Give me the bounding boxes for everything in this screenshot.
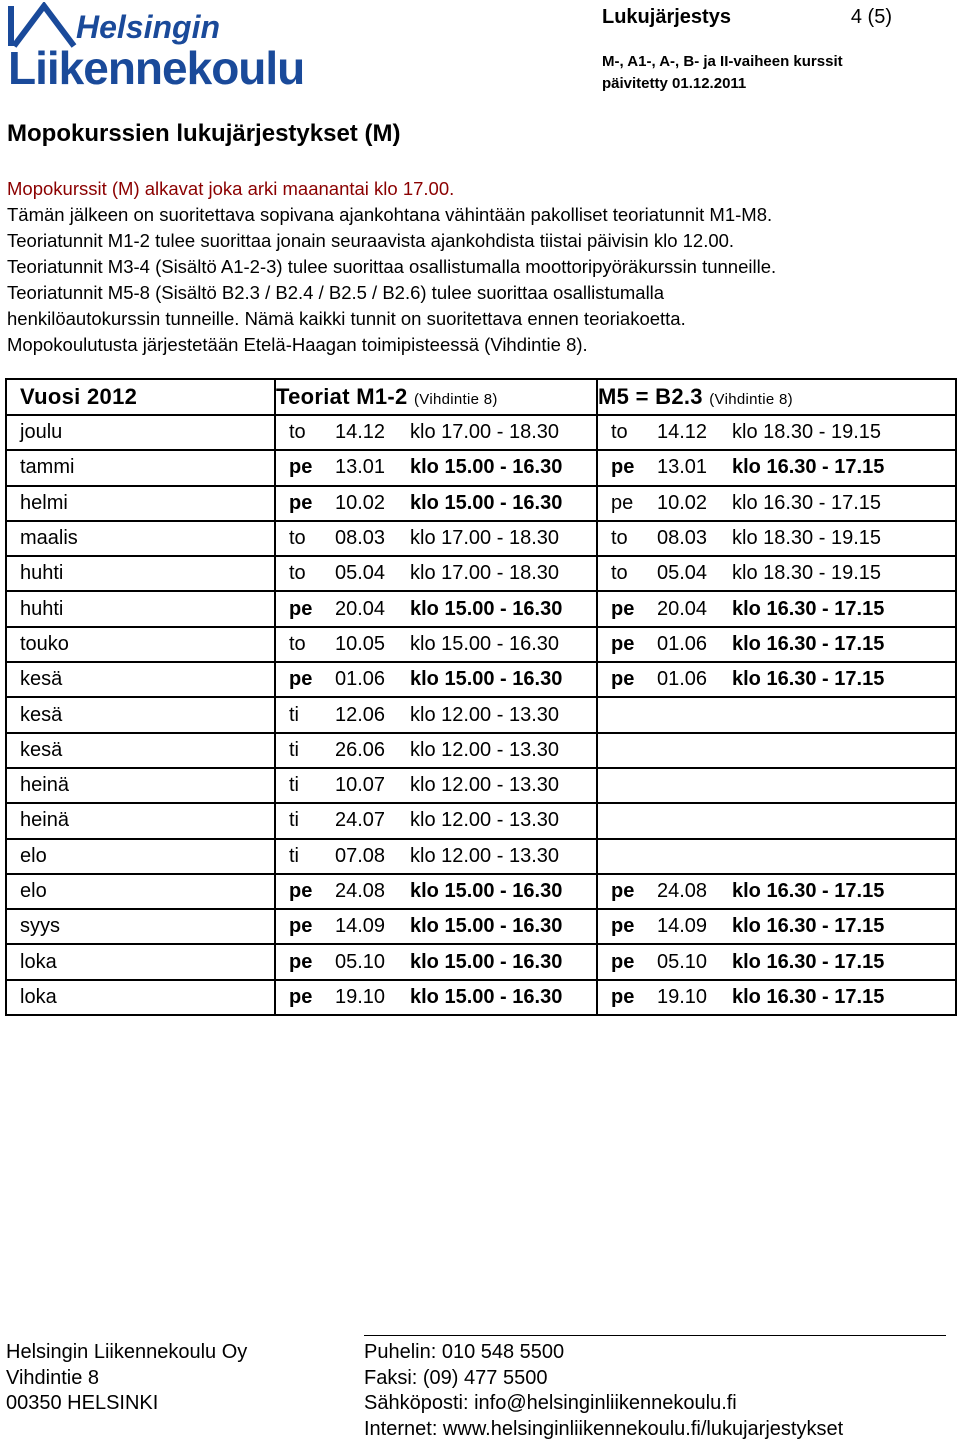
table-row: [6, 662, 956, 697]
slot-weekday: pe: [611, 668, 635, 691]
theory-slot-cell: [275, 909, 597, 944]
month-cell: helmi: [6, 486, 275, 521]
month-cell: huhti: [6, 556, 275, 591]
footer-email: Sähköposti: info@helsinginliikennekoulu.fi: [364, 1392, 737, 1414]
table-row: [6, 556, 956, 591]
table-row: [6, 697, 956, 732]
month-cell: syys: [6, 909, 275, 944]
document-header: [602, 6, 942, 95]
theory-slot-cell: [275, 944, 597, 979]
slot-time: klo 15.00 - 16.30: [410, 491, 563, 514]
slot-date: 14.09: [657, 915, 708, 938]
table-row: [6, 627, 956, 662]
intro-line: Teoriatunnit M3-4 (Sisältö A1-2-3) tulee suorittaa osallistumalla moottoripyöräkurssin tunneille.: [7, 256, 777, 277]
theory-slot-cell: [275, 450, 597, 485]
slot-time: klo 15.00 - 16.30: [410, 950, 563, 973]
table-row: [6, 768, 956, 803]
theory-slot-cell: [275, 874, 597, 909]
slot-weekday: pe: [611, 985, 635, 1008]
m5-slot-cell: [597, 415, 956, 450]
month-cell: heinä: [6, 768, 275, 803]
theory-slot-cell: [275, 839, 597, 874]
theory-slot-cell: [275, 803, 597, 838]
header-theory-note: (Vihdintie 8): [413, 391, 498, 408]
slot-weekday: pe: [611, 880, 635, 902]
slot-date: 10.02: [657, 491, 708, 514]
header-subtitle: M-, A1-, A-, B- ja II-vaiheen kurssit: [602, 53, 843, 70]
month-cell: heinä: [6, 803, 275, 838]
intro-line-red: Mopokurssit (M) alkavat joka arki maanantai klo 17.00.: [7, 178, 455, 199]
m5-slot-cell: [597, 944, 956, 979]
m5-slot-cell: [597, 450, 956, 485]
slot-date: 20.04: [335, 597, 386, 620]
theory-slot-cell: [275, 486, 597, 521]
slot-date: 05.10: [657, 950, 708, 973]
page-number: 4 (5): [850, 6, 892, 28]
table-row: [6, 450, 956, 485]
m5-slot-cell: [597, 874, 956, 909]
slot-date: 08.03: [657, 527, 708, 550]
header-m5-label: M5 = B2.3: [598, 384, 703, 409]
intro-line: Mopokoulutusta järjestetään Etelä-Haagan toimipisteessä (Vihdintie 8).: [7, 334, 588, 355]
slot-time: klo 16.30 - 17.15: [732, 632, 885, 655]
slot-date: 24.08: [657, 880, 708, 902]
table-row: [6, 486, 956, 521]
slot-weekday: pe: [611, 950, 635, 973]
slot-date: 05.04: [657, 562, 708, 585]
theory-slot-cell: [275, 415, 597, 450]
slot-time: klo 12.00 - 13.30: [410, 738, 559, 761]
slot-time: klo 15.00 - 16.30: [410, 632, 559, 655]
slot-date: 14.12: [657, 421, 708, 444]
slot-time: klo 15.00 - 16.30: [410, 456, 563, 479]
slot-date: 14.12: [335, 421, 386, 444]
slot-time: klo 16.30 - 17.15: [732, 880, 885, 902]
slot-weekday: pe: [289, 597, 313, 620]
slot-time: klo 15.00 - 16.30: [410, 597, 563, 620]
m5-slot-cell: [597, 839, 956, 874]
table-row: [6, 591, 956, 626]
slot-date: 14.09: [335, 915, 386, 938]
logo-triangle: [14, 6, 74, 46]
slot-time: klo 12.00 - 13.30: [410, 809, 559, 832]
m5-slot-cell: [597, 662, 956, 697]
slot-date: 07.08: [335, 844, 386, 867]
slot-date: 13.01: [335, 456, 386, 479]
slot-weekday: pe: [289, 668, 313, 691]
intro-text: [7, 176, 947, 358]
month-cell: touko: [6, 627, 275, 662]
intro-line: henkilöautokurssin tunneille. Nämä kaikki tunnit on suoritettava ennen teoriakoetta.: [7, 308, 686, 329]
theory-slot-cell: [275, 521, 597, 556]
slot-date: 10.07: [335, 774, 386, 797]
intro-line: Teoriatunnit M5-8 (Sisältö B2.3 / B2.4 / B2.5 / B2.6) tulee suorittaa osallistumalla: [7, 282, 665, 303]
theory-slot-cell: [275, 591, 597, 626]
theory-slot-cell: [275, 627, 597, 662]
table-row: [6, 909, 956, 944]
slot-time: klo 15.00 - 16.30: [410, 880, 563, 902]
month-cell: maalis: [6, 521, 275, 556]
slot-weekday: to: [289, 421, 306, 444]
month-cell: kesä: [6, 662, 275, 697]
slot-date: 05.10: [335, 950, 386, 973]
slot-time: klo 16.30 - 17.15: [732, 950, 885, 973]
table-row: [6, 521, 956, 556]
header-theory-label: Teoriat M1-2: [276, 384, 408, 409]
schedule-table: [5, 378, 957, 1016]
slot-time: klo 18.30 - 19.15: [732, 527, 881, 550]
slot-weekday: pe: [289, 985, 313, 1008]
month-cell: tammi: [6, 450, 275, 485]
theory-slot-cell: [275, 768, 597, 803]
footer-fax: Faksi: (09) 477 5500: [364, 1366, 548, 1389]
slot-weekday: to: [289, 527, 306, 550]
slot-weekday: ti: [289, 774, 299, 797]
slot-weekday: to: [611, 562, 628, 585]
slot-weekday: pe: [611, 632, 635, 655]
logo-text-line2: Liikennekoulu: [8, 42, 305, 90]
slot-time: klo 12.00 - 13.30: [410, 703, 559, 726]
slot-weekday: pe: [289, 491, 313, 514]
logo-bar: [8, 6, 14, 46]
logo-text-line1: Helsingin: [76, 9, 221, 45]
header-updated: päivitetty 01.12.2011: [602, 75, 747, 92]
slot-weekday: pe: [289, 950, 313, 973]
month-cell: joulu: [6, 415, 275, 450]
m5-slot-cell: [597, 486, 956, 521]
footer-divider: [364, 1335, 946, 1336]
theory-slot-cell: [275, 556, 597, 591]
slot-time: klo 16.30 - 17.15: [732, 491, 881, 514]
slot-time: klo 17.00 - 18.30: [410, 421, 559, 444]
table-row: [6, 803, 956, 838]
slot-date: 10.02: [335, 491, 386, 514]
slot-time: klo 18.30 - 19.15: [732, 421, 881, 444]
table-row: [6, 415, 956, 450]
month-cell: huhti: [6, 591, 275, 626]
slot-time: klo 16.30 - 17.15: [732, 915, 885, 938]
header-year: [6, 379, 275, 415]
footer-phone: Puhelin: 010 548 5500: [364, 1341, 565, 1363]
m5-slot-cell: [597, 556, 956, 591]
slot-date: 24.07: [335, 809, 386, 832]
logo-graphic: [6, 2, 356, 90]
company-logo: [6, 2, 356, 90]
header-title: Lukujärjestys: [602, 6, 731, 28]
page-title: Mopokurssien lukujärjestykset (M): [7, 120, 401, 147]
month-cell: kesä: [6, 733, 275, 768]
slot-weekday: pe: [289, 880, 313, 902]
m5-slot-cell: [597, 591, 956, 626]
slot-date: 08.03: [335, 527, 386, 550]
slot-weekday: to: [611, 527, 628, 550]
slot-time: klo 16.30 - 17.15: [732, 668, 885, 691]
table-row: [6, 980, 956, 1015]
slot-time: klo 16.30 - 17.15: [732, 456, 885, 479]
slot-time: klo 12.00 - 13.30: [410, 844, 559, 867]
m5-slot-cell: [597, 733, 956, 768]
m5-slot-cell: [597, 521, 956, 556]
slot-date: 19.10: [335, 985, 386, 1008]
month-cell: elo: [6, 839, 275, 874]
theory-slot-cell: [275, 662, 597, 697]
slot-time: klo 16.30 - 17.15: [732, 985, 885, 1008]
slot-weekday: ti: [289, 738, 299, 761]
slot-weekday: to: [289, 562, 306, 585]
slot-time: klo 15.00 - 16.30: [410, 668, 563, 691]
theory-slot-cell: [275, 980, 597, 1015]
m5-slot-cell: [597, 627, 956, 662]
month-cell: loka: [6, 944, 275, 979]
theory-slot-cell: [275, 697, 597, 732]
month-cell: elo: [6, 874, 275, 909]
slot-date: 19.10: [657, 985, 708, 1008]
intro-line: Teoriatunnit M1-2 tulee suorittaa jonain seuraavista ajankohdista tiistai päivisin klo 12.00.: [7, 230, 735, 251]
slot-date: 26.06: [335, 738, 386, 761]
footer-address: [6, 1340, 247, 1417]
m5-slot-cell: [597, 768, 956, 803]
month-cell: loka: [6, 980, 275, 1015]
header-theory: [275, 379, 597, 415]
slot-time: klo 18.30 - 19.15: [732, 562, 881, 585]
slot-weekday: ti: [289, 703, 299, 726]
slot-date: 20.04: [657, 597, 708, 620]
header-year-label: Vuosi 2012: [20, 384, 138, 409]
slot-time: klo 15.00 - 16.30: [410, 985, 563, 1008]
slot-weekday: pe: [611, 915, 635, 938]
theory-slot-cell: [275, 733, 597, 768]
slot-time: klo 15.00 - 16.30: [410, 915, 563, 938]
m5-slot-cell: [597, 980, 956, 1015]
header-m5-note: (Vihdintie 8): [709, 391, 793, 408]
slot-weekday: ti: [289, 844, 299, 867]
footer-web: Internet: www.helsinginliikennekoulu.fi/lukujarjestykset: [364, 1417, 844, 1440]
slot-date: 05.04: [335, 562, 386, 585]
m5-slot-cell: [597, 909, 956, 944]
slot-weekday: to: [289, 632, 306, 655]
table-row: [6, 874, 956, 909]
slot-weekday: pe: [611, 597, 635, 620]
m5-slot-cell: [597, 803, 956, 838]
m5-slot-cell: [597, 697, 956, 732]
footer-contact: [364, 1340, 843, 1442]
slot-time: klo 12.00 - 13.30: [410, 774, 559, 797]
slot-date: 01.06: [335, 668, 386, 691]
table-row: [6, 839, 956, 874]
table-header-row: [6, 379, 956, 415]
slot-date: 12.06: [335, 703, 386, 726]
footer-company: Helsingin Liikennekoulu Oy: [6, 1341, 248, 1363]
footer-city: 00350 HELSINKI: [6, 1392, 159, 1414]
slot-date: 01.06: [657, 632, 708, 655]
slot-weekday: pe: [611, 456, 635, 479]
slot-weekday: pe: [611, 491, 634, 514]
slot-date: 24.08: [335, 880, 386, 902]
slot-date: 13.01: [657, 456, 708, 479]
slot-date: 01.06: [657, 668, 708, 691]
slot-time: klo 16.30 - 17.15: [732, 597, 885, 620]
table-row: [6, 944, 956, 979]
footer-street: Vihdintie 8: [6, 1366, 100, 1389]
slot-time: klo 17.00 - 18.30: [410, 527, 559, 550]
table-row: [6, 733, 956, 768]
slot-weekday: to: [611, 421, 628, 444]
slot-time: klo 17.00 - 18.30: [410, 562, 559, 585]
header-m5: [597, 379, 956, 415]
slot-weekday: pe: [289, 915, 313, 938]
slot-weekday: ti: [289, 809, 299, 832]
month-cell: kesä: [6, 697, 275, 732]
intro-line: Tämän jälkeen on suoritettava sopivana ajankohtana vähintään pakolliset teoriatunnit M1-M8.: [7, 204, 773, 225]
slot-weekday: pe: [289, 456, 313, 479]
slot-date: 10.05: [335, 632, 386, 655]
